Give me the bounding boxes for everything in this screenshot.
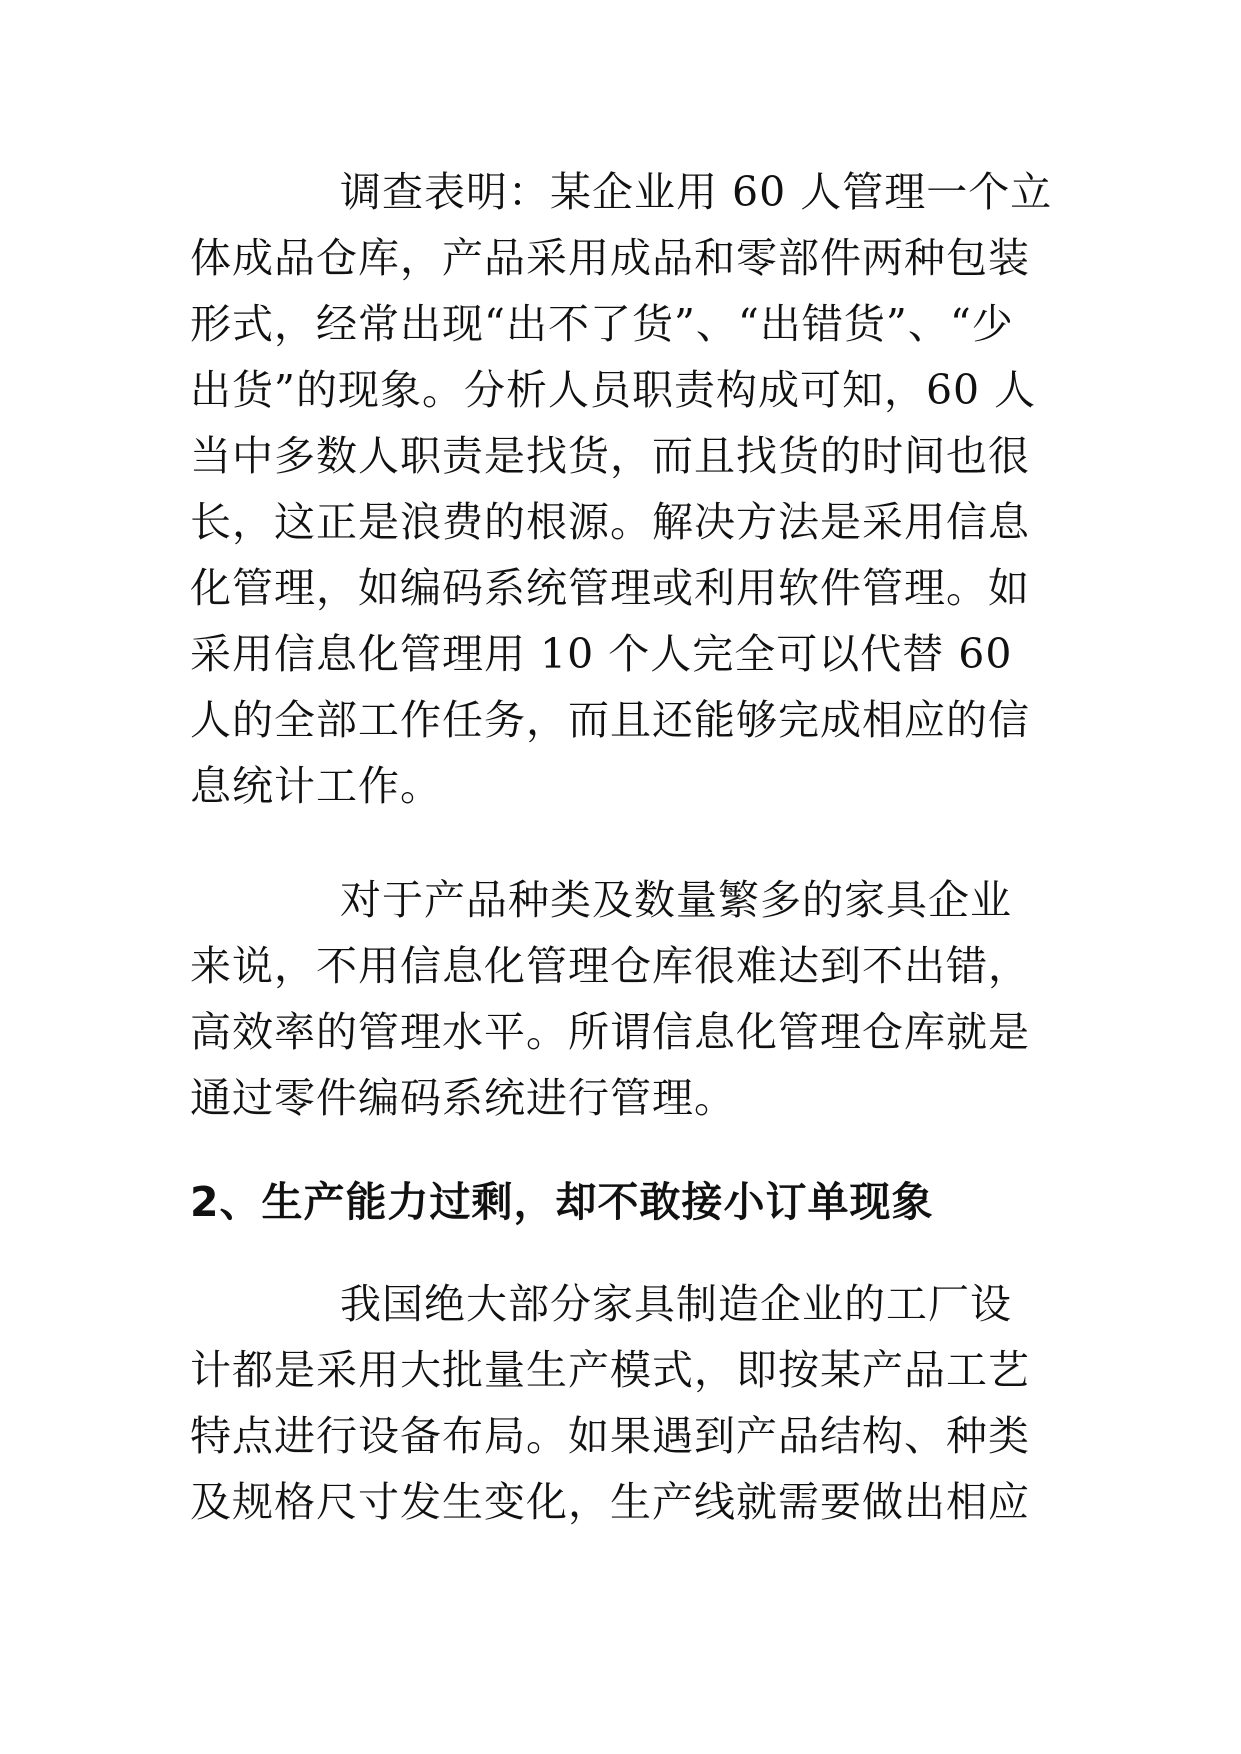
text-line: 特点进行设备布局。如果遇到产品结构、种类 <box>190 1412 1030 1460</box>
text-line: 通过零件编码系统进行管理。 <box>190 1074 736 1122</box>
text-line: 采用信息化管理用 10 个人完全可以代替 60 <box>190 630 1013 678</box>
section-heading: 2、生产能力过剩，却不敢接小订单现象 <box>190 1178 934 1226</box>
text-line: 调查表明：某企业用 60 人管理一个立 <box>340 168 1053 216</box>
text-line: 体成品仓库，产品采用成品和零部件两种包装 <box>190 234 1030 282</box>
text-line: 当中多数人职责是找货，而且找货的时间也很 <box>190 432 1030 480</box>
text-line: 来说，不用信息化管理仓库很难达到不出错， <box>190 942 1030 990</box>
text-line: 长，这正是浪费的根源。解决方法是采用信息 <box>190 498 1030 546</box>
text-line: 形式，经常出现“出不了货”、“出错货”、“少 <box>190 300 1014 348</box>
text-line: 高效率的管理水平。所谓信息化管理仓库就是 <box>190 1008 1030 1056</box>
text-line: 对于产品种类及数量繁多的家具企业 <box>340 876 1012 924</box>
text-line: 息统计工作。 <box>190 762 442 810</box>
text-line: 及规格尺寸发生变化，生产线就需要做出相应 <box>190 1478 1030 1526</box>
text-line: 化管理，如编码系统管理或利用软件管理。如 <box>190 564 1030 612</box>
text-line: 出货”的现象。分析人员职责构成可知，60 人 <box>190 366 1037 414</box>
text-line: 人的全部工作任务，而且还能够完成相应的信 <box>190 696 1030 744</box>
text-line: 计都是采用大批量生产模式，即按某产品工艺 <box>190 1346 1030 1394</box>
text-line: 我国绝大部分家具制造企业的工厂设 <box>340 1280 1012 1328</box>
